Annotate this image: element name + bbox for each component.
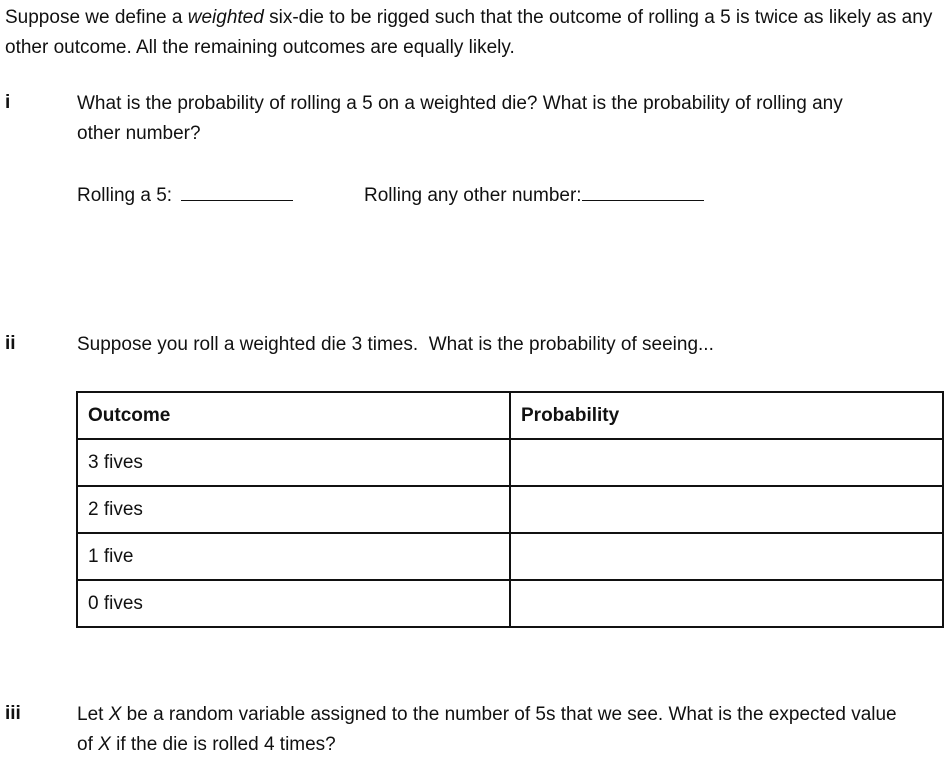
table-row xyxy=(77,580,943,627)
answer-five-label: Rolling a 5: xyxy=(77,185,173,206)
probability-cell[interactable] xyxy=(510,439,943,486)
part-i-answers xyxy=(77,181,877,211)
part-i-label: i xyxy=(5,92,11,113)
outcome-cell: 3 fives xyxy=(77,439,510,486)
probability-table xyxy=(76,391,944,628)
table-header-row xyxy=(77,392,943,439)
intro-text-start: Suppose we define a xyxy=(5,7,188,28)
answer-five-blank[interactable] xyxy=(181,182,293,201)
answer-five xyxy=(77,181,293,211)
answer-other-blank[interactable] xyxy=(582,182,704,201)
intro-paragraph xyxy=(5,3,940,63)
probability-cell[interactable] xyxy=(510,486,943,533)
header-outcome: Outcome xyxy=(77,392,510,439)
outcome-cell: 1 five xyxy=(77,533,510,580)
table-row xyxy=(77,439,943,486)
part-ii-label: ii xyxy=(5,333,16,354)
intro-text-end: six-die to be rigged such that the outcome of rolling a 5 is twice as likely as any other outcome. All the remaining outcomes are equally likely. xyxy=(5,7,933,58)
probability-cell[interactable] xyxy=(510,580,943,627)
part-iii-text-3: if the die is rolled 4 times? xyxy=(110,734,336,755)
table-row xyxy=(77,533,943,580)
answer-other-label: Rolling any other number: xyxy=(364,185,582,206)
part-iii-text-2: be a random variable assigned to the number of 5s that we see. What is the expected value of xyxy=(77,704,897,755)
outcome-cell: 2 fives xyxy=(77,486,510,533)
intro-emphasis: weighted xyxy=(187,7,264,28)
part-iii-question xyxy=(77,700,897,760)
part-iii-text-1: Let xyxy=(77,704,109,725)
header-probability: Probability xyxy=(510,392,943,439)
variable-x: X xyxy=(108,704,122,725)
variable-x: X xyxy=(98,734,111,755)
probability-cell[interactable] xyxy=(510,533,943,580)
part-i-question: What is the probability of rolling a 5 on a weighted die? What is the probability of rolling any other number? xyxy=(77,93,843,144)
answer-other xyxy=(364,181,704,211)
part-ii-question: Suppose you roll a weighted die 3 times. What is the probability of seeing... xyxy=(77,334,714,355)
table-row xyxy=(77,486,943,533)
part-iii-label: iii xyxy=(5,703,21,724)
outcome-cell: 0 fives xyxy=(77,580,510,627)
